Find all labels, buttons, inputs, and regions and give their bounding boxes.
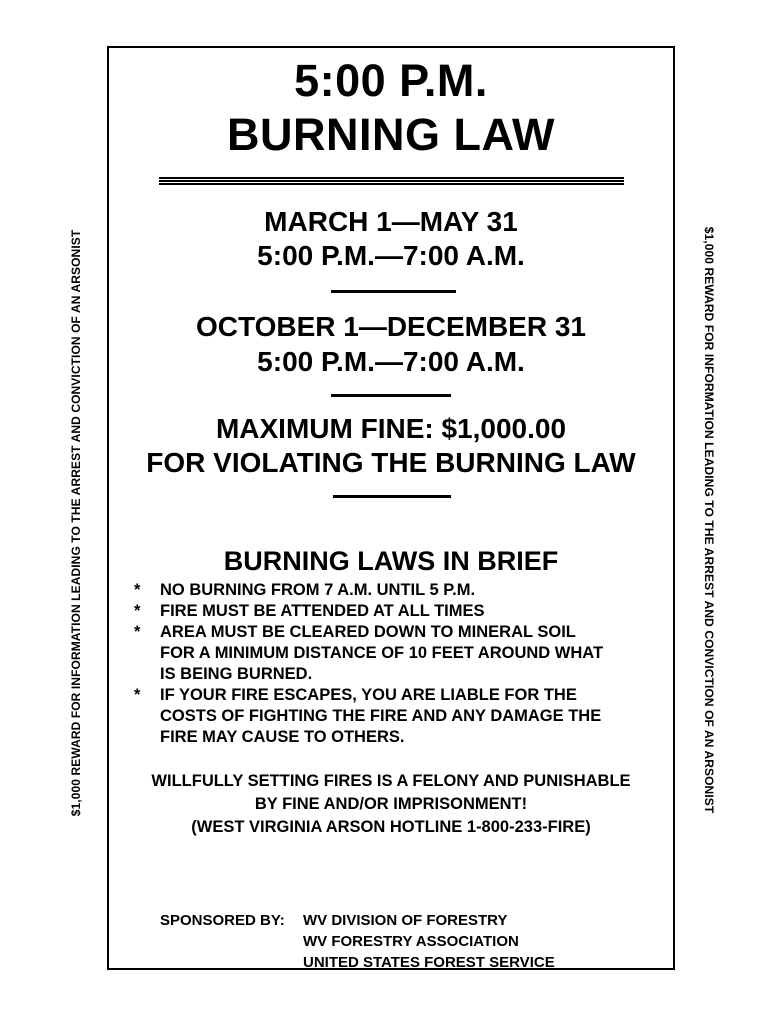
- period2-dates: OCTOBER 1—DECEMBER 31: [195, 311, 586, 342]
- sponsor-name: WV FORESTRY ASSOCIATION: [303, 933, 519, 950]
- side-reward-text-right: $1,000 REWARD FOR INFORMATION LEADING TO THE ARREST AND CONVICTION OF AN ARSONIST: [702, 226, 716, 814]
- warning-line-2: BY FINE AND/OR IMPRISONMENT!: [254, 795, 528, 813]
- divider-2: [331, 394, 451, 397]
- divider-3: [333, 495, 451, 498]
- title-divider: [159, 177, 624, 185]
- title-line-2: BURNING LAW: [227, 109, 555, 160]
- sponsor-list: [303, 910, 555, 973]
- fine-line-2: FOR VIOLATING THE BURNING LAW: [146, 447, 636, 478]
- brief-item-line: COSTS OF FIGHTING THE FIRE AND ANY DAMAGE THE: [160, 707, 602, 725]
- fine-line-1: MAXIMUM FINE: $1,000.00: [215, 413, 567, 444]
- brief-title: BURNING LAWS IN BRIEF: [223, 546, 559, 576]
- brief-item-line: FOR A MINIMUM DISTANCE OF 10 FEET AROUND WHAT: [160, 644, 604, 662]
- brief-item-line: NO BURNING FROM 7 A.M. UNTIL 5 P.M.: [160, 581, 476, 599]
- warning-line-1: WILLFULLY SETTING FIRES IS A FELONY AND PUNISHABLE: [151, 772, 631, 790]
- period1-dates: MARCH 1—MAY 31: [264, 206, 518, 237]
- brief-item-line: IS BEING BURNED.: [160, 665, 313, 683]
- sponsor-name: UNITED STATES FOREST SERVICE: [303, 954, 555, 971]
- brief-item: [134, 622, 674, 685]
- side-reward-text-left: $1,000 REWARD FOR INFORMATION LEADING TO THE ARREST AND CONVICTION OF AN ARSONIST: [69, 229, 83, 817]
- period2-hours: 5:00 P.M.—7:00 A.M.: [257, 346, 525, 377]
- brief-item-line: FIRE MAY CAUSE TO OTHERS.: [160, 728, 405, 746]
- bullet-marker: *: [134, 623, 141, 641]
- brief-item: [134, 580, 674, 601]
- period1-hours: 5:00 P.M.—7:00 A.M.: [257, 240, 525, 271]
- divider-1: [331, 290, 456, 293]
- warning-line-3: (WEST VIRGINIA ARSON HOTLINE 1-800-233-FIRE): [191, 818, 591, 836]
- bullet-marker: *: [134, 602, 141, 620]
- brief-item: [134, 685, 674, 748]
- title-line-1: 5:00 P.M.: [294, 55, 488, 106]
- brief-item-line: AREA MUST BE CLEARED DOWN TO MINERAL SOIL: [160, 623, 576, 641]
- sponsor-label: SPONSORED BY:: [160, 912, 285, 929]
- brief-item-line: FIRE MUST BE ATTENDED AT ALL TIMES: [160, 602, 485, 620]
- sponsor-name: WV DIVISION OF FORESTRY: [303, 912, 508, 929]
- brief-list: [134, 580, 674, 748]
- brief-item-line: IF YOUR FIRE ESCAPES, YOU ARE LIABLE FOR THE: [160, 686, 577, 704]
- bullet-marker: *: [134, 686, 141, 704]
- bullet-marker: *: [134, 581, 141, 599]
- brief-item: [134, 601, 674, 622]
